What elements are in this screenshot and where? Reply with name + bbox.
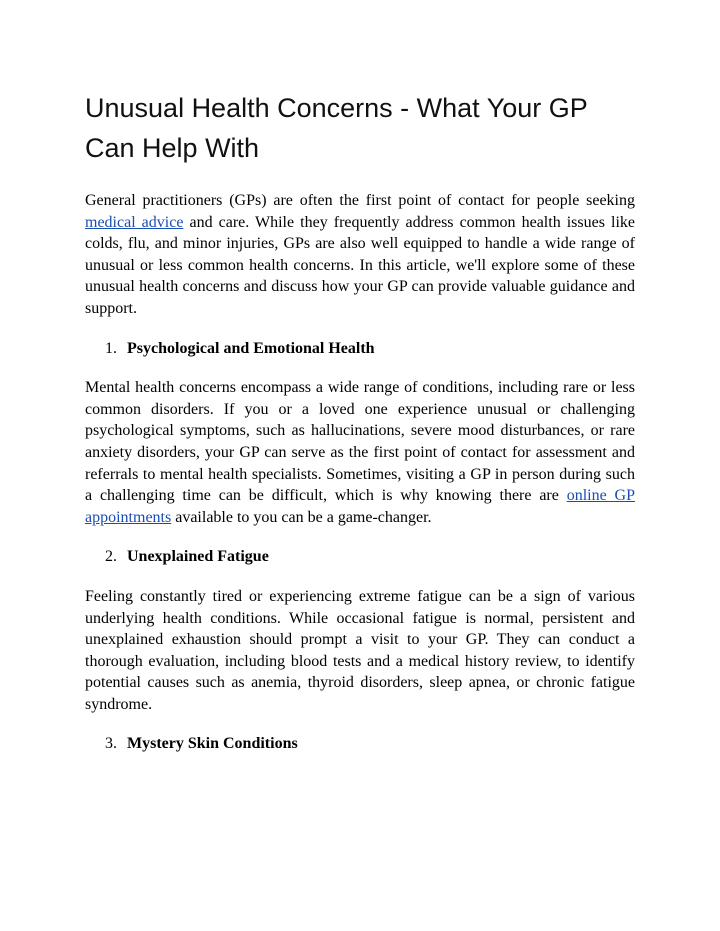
intro-paragraph — [85, 190, 635, 320]
section-2-number: 2. — [105, 548, 117, 566]
page-title: Unusual Health Concerns - What Your GP Can Help With — [85, 93, 588, 163]
section-3-number: 3. — [105, 735, 117, 753]
intro-text-after-link: and care. While they frequently address common health issues like colds, flu, and minor injuries, GPs are also well equipped to handle a wide range of unusual or less common health concerns. In this article, we'll explore some of these unusual health concerns and discuss how your GP can provide valuable guidance and support. — [85, 213, 636, 317]
section-3-title: Mystery Skin Conditions — [127, 735, 298, 753]
section-1-title: Psychological and Emotional Health — [127, 339, 375, 357]
section-1-number: 1. — [105, 339, 117, 357]
medical-advice-link[interactable]: medical advice — [85, 213, 184, 231]
section-2-paragraph: Feeling constantly tired or experiencing extreme fatigue can be a sign of various underlying health conditions. While occasional fatigue is normal, persistent and unexplained exhaustion should prompt a visit to your GP. They can conduct a thorough evaluation, including blood tests and a medical history review, to identify potential causes such as anemia, thyroid disorders, sleep apnea, or chronic fatigue syndrome. — [85, 587, 635, 713]
section-3-heading — [105, 733, 635, 755]
section-1-text-after-link: available to you can be a game-changer. — [171, 508, 432, 526]
section-1-paragraph — [85, 377, 635, 528]
online-gp-appointments-link[interactable]: online GP appointments — [85, 487, 635, 526]
intro-text-before-link: General practitioners (GPs) are often the first point of contact for people seeking — [85, 192, 635, 209]
document-page — [85, 88, 635, 773]
section-2-heading — [105, 546, 635, 568]
section-2-title: Unexplained Fatigue — [127, 548, 269, 566]
section-1-text-before-link: Mental health concerns encompass a wide range of conditions, including rare or less common disorders. If you or a loved one experience unusual or challenging psychological symptoms, such as hallucinations, severe mood disturbances, or rare anxiety disorders, your GP can serve as the first point of contact for assessment and referrals to mental health specialists. Sometimes, visiting a GP in person during such a challenging time can be difficult, which is why knowing there are — [85, 379, 635, 505]
section-1-heading — [105, 338, 635, 360]
